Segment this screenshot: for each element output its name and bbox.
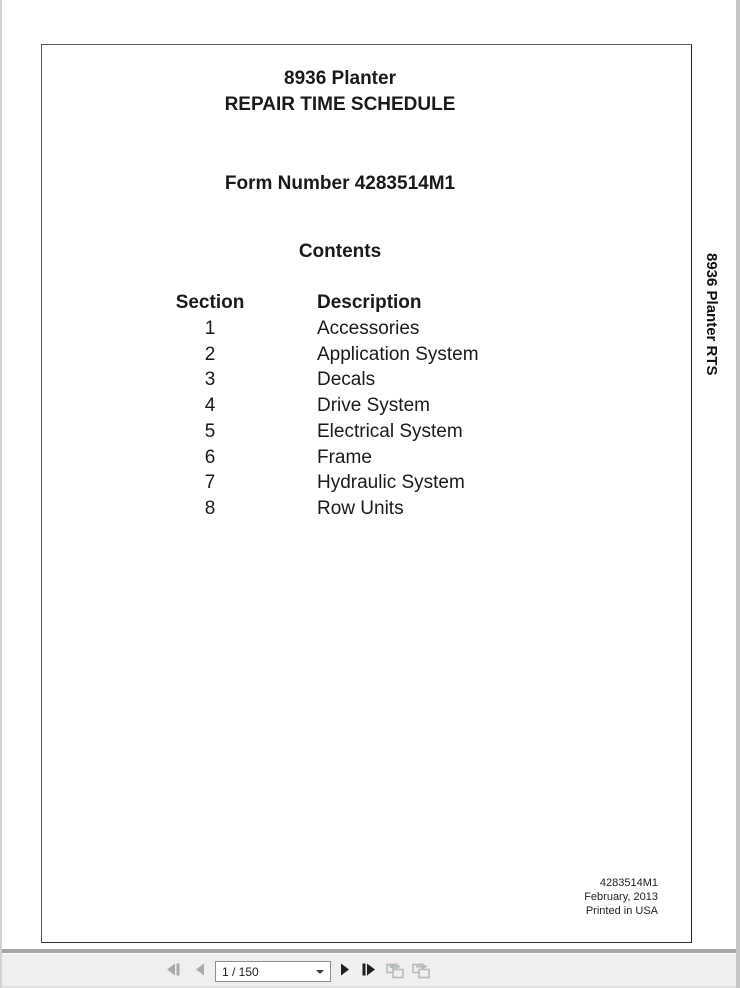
page-number-input[interactable]: [216, 962, 314, 981]
page-dropdown-caret-icon[interactable]: [314, 962, 326, 981]
side-tab-label: 8936 Planter RTS: [703, 253, 720, 376]
window-left-edge: [0, 0, 2, 988]
next-page-icon: [338, 962, 352, 980]
toc-description: Electrical System: [317, 420, 463, 442]
toc-section-number: 1: [204, 317, 216, 339]
table-row: [141, 419, 561, 445]
table-row: [141, 342, 561, 368]
previous-page-icon: [193, 962, 207, 980]
previous-view-button[interactable]: [383, 962, 407, 980]
toc-section-number: 7: [204, 472, 216, 494]
next-page-button[interactable]: [334, 962, 356, 980]
toc-description: Application System: [317, 343, 479, 365]
doc-title-line2: REPAIR TIME SCHEDULE: [224, 94, 456, 115]
document-title: [2, 66, 678, 118]
toc-description: Accessories: [317, 317, 420, 339]
toc-section-number: 5: [204, 420, 216, 442]
footer-date: February, 2013: [584, 891, 658, 903]
form-number: Form Number 4283514M1: [224, 173, 456, 194]
footer-printed-in: Printed in USA: [585, 905, 658, 917]
contents-table-header: [141, 290, 561, 316]
first-page-button[interactable]: [162, 962, 184, 980]
contents-heading: Contents: [298, 241, 382, 262]
table-row: [141, 367, 561, 393]
last-page-button[interactable]: [358, 962, 380, 980]
next-view-icon: [410, 961, 432, 982]
contents-table: [141, 290, 561, 522]
toc-section-number: 2: [204, 343, 216, 365]
previous-page-button[interactable]: [189, 962, 211, 980]
toc-description: Drive System: [317, 395, 430, 416]
document-footer: [584, 876, 658, 918]
last-page-icon: [360, 962, 378, 980]
navigation-toolbar: [0, 953, 740, 988]
toc-description: Hydraulic System: [317, 472, 465, 494]
footer-form-number: 4283514M1: [599, 877, 658, 889]
column-header-section: Section: [175, 292, 245, 313]
first-page-icon: [164, 962, 182, 980]
table-row: [141, 470, 561, 496]
previous-view-icon: [384, 961, 406, 982]
toc-description: Frame: [317, 446, 372, 468]
page-number-combobox[interactable]: [215, 961, 331, 982]
toc-section-number: 3: [204, 369, 216, 391]
table-row: [141, 496, 561, 522]
next-view-button[interactable]: [409, 962, 433, 980]
toc-section-number: 4: [204, 395, 216, 416]
table-row: [141, 445, 561, 471]
table-row: [141, 316, 561, 342]
window-right-edge: [736, 0, 740, 988]
toc-description: Row Units: [317, 498, 404, 519]
table-row: [141, 393, 561, 419]
toc-section-number: 6: [204, 446, 216, 468]
column-header-description: Description: [317, 292, 422, 313]
toc-description: Decals: [317, 369, 376, 391]
doc-title-line1: 8936 Planter: [284, 68, 396, 89]
toc-section-number: 8: [204, 498, 216, 519]
